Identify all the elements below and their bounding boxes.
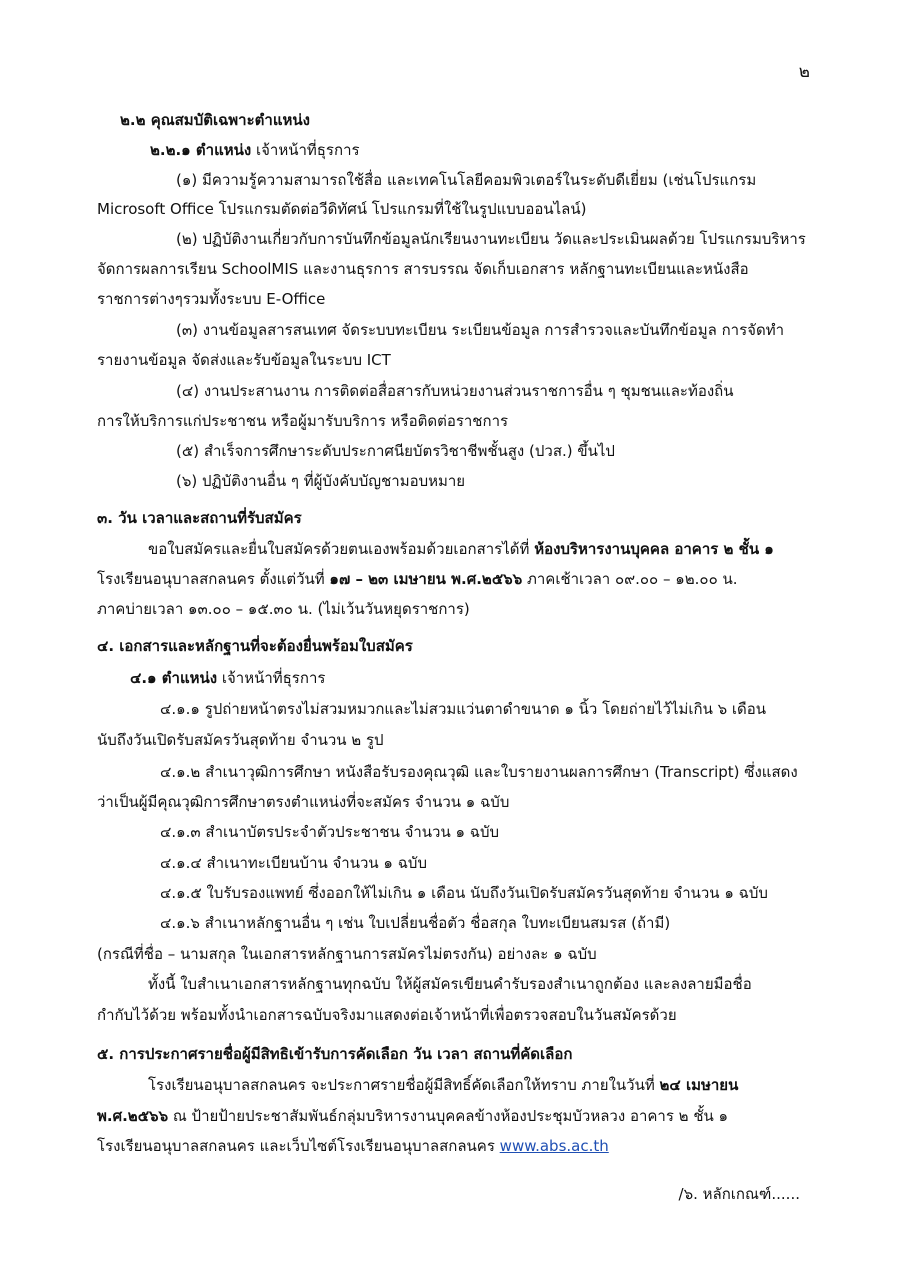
document-item-line: ๔.๑.๓ สำเนาบัตรประจำตัวประชาชน จำนวน ๑ ฉบับ bbox=[160, 823, 500, 841]
continuation-footer: /๖. หลักเกณฑ์...... bbox=[678, 1185, 800, 1203]
paragraph-line: (๓) งานข้อมูลสารสนเทศ จัดระบบทะเบียน ระเบียนข้อมูล การสำรวจและบันทึกข้อมูล การจัดทำ bbox=[176, 321, 785, 339]
date-range-text: ๑๗ – ๒๓ เมษายน พ.ศ.๒๕๖๖ bbox=[329, 570, 523, 588]
text-run: ขอใบสมัครและยื่นใบสมัครด้วยตนเองพร้อมด้วยเอกสารได้ที่ bbox=[148, 540, 535, 558]
announcement-year-text: พ.ศ.๒๕๖๖ bbox=[97, 1107, 169, 1125]
text-run: ณ ป้ายป้ายประชาสัมพันธ์กลุ่มบริหารงานบุคคลข้างห้องประชุมบัวหลวง อาคาร ๒ ชั้น ๑ bbox=[168, 1107, 729, 1125]
position-value: เจ้าหน้าที่ธุรการ bbox=[251, 141, 360, 159]
position-line-4-1 bbox=[130, 666, 325, 690]
position-label: ๔.๑ ตำแหน่ง bbox=[130, 669, 218, 687]
page-number: ๒ bbox=[798, 62, 810, 82]
paragraph-line bbox=[148, 1073, 738, 1097]
paragraph-line bbox=[97, 1134, 609, 1158]
paragraph-line: กำกับไว้ด้วย พร้อมทั้งนำเอกสารฉบับจริงมาแสดงต่อเจ้าหน้าที่เพื่อตรวจสอบในวันสมัครด้วย bbox=[97, 1006, 677, 1024]
position-value: เจ้าหน้าที่ธุรการ bbox=[217, 669, 326, 687]
paragraph-line: (๕) สำเร็จการศึกษาระดับประกาศนียบัตรวิชาชีพชั้นสูง (ปวส.) ขึ้นไป bbox=[176, 442, 615, 460]
section-heading-4: ๔. เอกสารและหลักฐานที่จะต้องยื่นพร้อมใบสมัคร bbox=[97, 637, 413, 655]
paragraph-line: รายงานข้อมูล จัดส่งและรับข้อมูลในระบบ ICT bbox=[97, 351, 391, 369]
text-run: โรงเรียนอนุบาลสกลนคร จะประกาศรายชื่อผู้มีสิทธิ์คัดเลือกให้ทราบ ภายในวันที่ bbox=[148, 1076, 660, 1094]
paragraph-line: การให้บริการแก่ประชาชน หรือผู้มารับบริการ หรือติดต่อราชการ bbox=[97, 412, 509, 430]
section-heading-2-2: ๒.๒ คุณสมบัติเฉพาะตำแหน่ง bbox=[120, 111, 310, 129]
paragraph-line bbox=[97, 1104, 728, 1128]
paragraph-line: ทั้งนี้ ใบสำเนาเอกสารหลักฐานทุกฉบับ ให้ผู้สมัครเขียนคำรับรองสำเนาถูกต้อง และลงลายมือชื่อ bbox=[148, 975, 752, 993]
document-item-line: (กรณีที่ชื่อ – นามสกุล ในเอกสารหลักฐานการสมัครไม่ตรงกัน) อย่างละ ๑ ฉบับ bbox=[97, 945, 597, 963]
document-item-line: ๔.๑.๕ ใบรับรองแพทย์ ซึ่งออกให้ไม่เกิน ๑ เดือน นับถึงวันเปิดรับสมัครวันสุดท้าย จำนวน ๑ ฉบับ bbox=[160, 884, 768, 902]
document-item-line: ๔.๑.๔ สำเนาทะเบียนบ้าน จำนวน ๑ ฉบับ bbox=[160, 854, 427, 872]
position-label: ๒.๒.๑ ตำแหน่ง bbox=[150, 141, 252, 159]
text-run: โรงเรียนอนุบาลสกลนคร และเว็บไซต์โรงเรียนอนุบาลสกลนคร bbox=[97, 1137, 500, 1155]
document-item-line: ๔.๑.๒ สำเนาวุฒิการศึกษา หนังสือรับรองคุณวุฒิ และใบรายงานผลการศึกษา (Transcript) ซึ่งแสดง bbox=[160, 763, 798, 781]
document-item-line: ๔.๑.๑ รูปถ่ายหน้าตรงไม่สวมหมวกและไม่สวมแว่นตาดำขนาด ๑ นิ้ว โดยถ่ายไว้ไม่เกิน ๖ เดือน bbox=[160, 700, 767, 718]
paragraph-line: ภาคบ่ายเวลา ๑๓.๐๐ – ๑๕.๓๐ น. (ไม่เว้นวันหยุดราชการ) bbox=[97, 600, 470, 618]
paragraph-line: (๖) ปฏิบัติงานอื่น ๆ ที่ผู้บังคับบัญชามอบหมาย bbox=[176, 472, 466, 490]
paragraph-line: (๑) มีความรู้ความสามารถใช้สื่อ และเทคโนโลยีคอมพิวเตอร์ในระดับดีเยี่ยม (เช่นโปรแกรม bbox=[176, 171, 757, 189]
paragraph-line: (๒) ปฏิบัติงานเกี่ยวกับการบันทึกข้อมูลนักเรียนงานทะเบียน วัดและประเมินผลด้วย โปรแกรมบริหาร bbox=[176, 230, 806, 248]
school-website-link[interactable]: www.abs.ac.th bbox=[499, 1137, 609, 1155]
paragraph-line: Microsoft Office โปรแกรมตัดต่อวีดิทัศน์ โปรแกรมที่ใช้ในรูปแบบออนไลน์) bbox=[97, 200, 587, 218]
text-run: โรงเรียนอนุบาลสกลนคร ตั้งแต่วันที่ bbox=[97, 570, 330, 588]
paragraph-line: (๔) งานประสานงาน การติดต่อสื่อสารกับหน่วยงานส่วนราชการอื่น ๆ ชุมชนและท้องถิ่น bbox=[176, 382, 734, 400]
announcement-date-text: ๒๔ เมษายน bbox=[659, 1076, 739, 1094]
section-heading-5: ๕. การประกาศรายชื่อผู้มีสิทธิเข้ารับการคัดเลือก วัน เวลา สถานที่คัดเลือก bbox=[97, 1045, 573, 1063]
section-heading-3: ๓. วัน เวลาและสถานที่รับสมัคร bbox=[97, 509, 302, 527]
document-item-line: นับถึงวันเปิดรับสมัครวันสุดท้าย จำนวน ๒ รูป bbox=[97, 731, 384, 749]
paragraph-line bbox=[148, 537, 774, 561]
text-run: ภาคเช้าเวลา ๐๙.๐๐ – ๑๒.๐๐ น. bbox=[522, 570, 738, 588]
document-item-line: ว่าเป็นผู้มีคุณวุฒิการศึกษาตรงตำแหน่งที่จะสมัคร จำนวน ๑ ฉบับ bbox=[97, 793, 510, 811]
paragraph-line: จัดการผลการเรียน SchoolMIS และงานธุรการ สารบรรณ จัดเก็บเอกสาร หลักฐานทะเบียนและหนังสือ bbox=[97, 260, 749, 278]
position-line-2-2-1 bbox=[150, 138, 360, 162]
document-item-line: ๔.๑.๖ สำเนาหลักฐานอื่น ๆ เช่น ใบเปลี่ยนชื่อตัว ชื่อสกุล ใบทะเบียนสมรส (ถ้ามี) bbox=[160, 914, 671, 932]
paragraph-line: ราชการต่างๆรวมทั้งระบบ E-Office bbox=[97, 290, 326, 308]
paragraph-line bbox=[97, 567, 738, 591]
location-text: ห้องบริหารงานบุคคล อาคาร ๒ ชั้น ๑ bbox=[534, 540, 774, 558]
